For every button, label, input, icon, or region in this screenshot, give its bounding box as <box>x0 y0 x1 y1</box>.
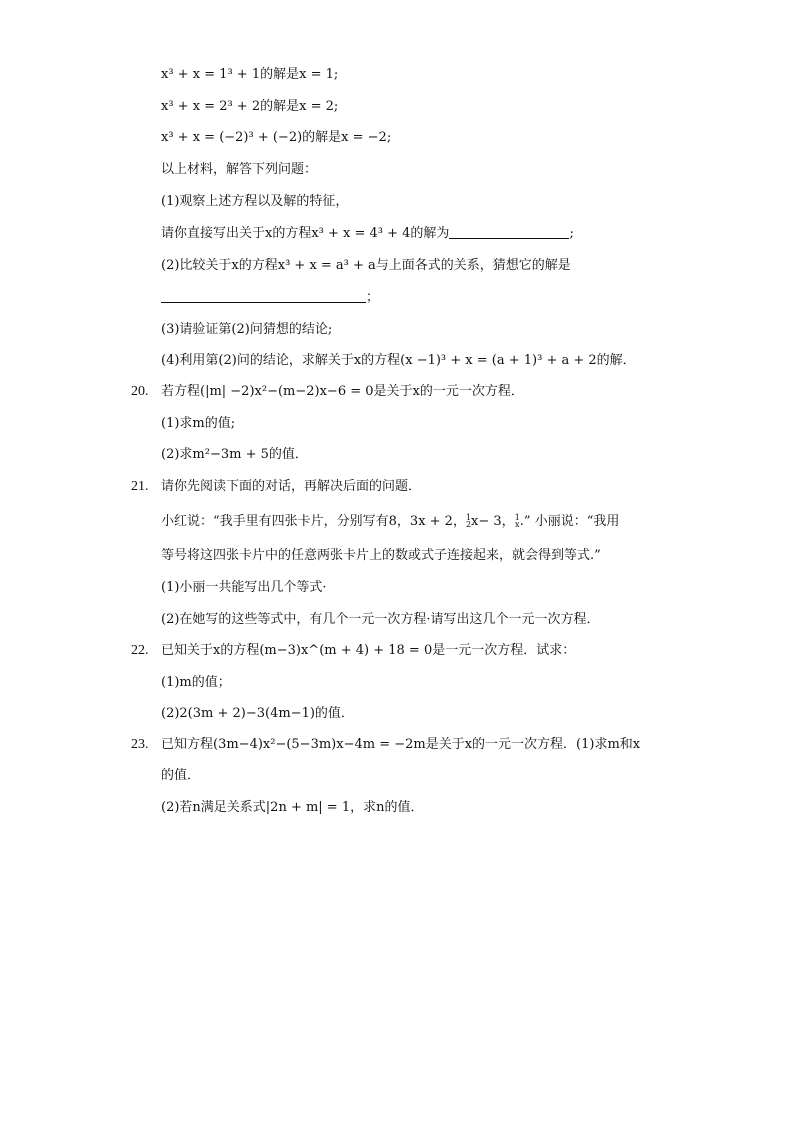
question-20-part-1: (1)求m的值; <box>161 416 236 431</box>
fraction-numerator: 1 <box>465 513 472 522</box>
material-line-6-end: ; <box>569 226 574 241</box>
question-21-part-2: (2)在她写的这些等式中，有几个一元一次方程·请写出这几个一元一次方程． <box>161 612 600 627</box>
answer-blank-1[interactable] <box>449 226 569 239</box>
material-line-7: (2)比较关于x的方程x³ + x = a³ + a与上面各式的关系，猜想它的解是 <box>161 258 571 273</box>
question-23-number: 23. <box>131 737 149 752</box>
material-line-1: x³ + x = 1³ + 1的解是x = 1; <box>161 67 339 82</box>
question-22-number: 22. <box>131 643 149 658</box>
answer-blank-2[interactable] <box>161 290 366 303</box>
question-21-dialog-2: 等号将这四张卡片中的任意两张卡片上的数或式子连接起来，就会得到等式.” <box>161 548 601 563</box>
question-20-part-2: (2)求m²−3m + 5的值． <box>161 447 308 462</box>
question-21-dialog <box>161 514 619 530</box>
question-22-part-1: (1)m的值； <box>161 675 231 690</box>
dialog-text-2: x− 3， <box>471 514 515 529</box>
question-23-stem-2: 的值． <box>161 768 201 783</box>
material-line-3: x³ + x = (−2)³ + (−2)的解是x = −2; <box>161 130 392 145</box>
question-20-number: 20. <box>131 384 149 399</box>
material-line-2: x³ + x = 2³ + 2的解是x = 2; <box>161 99 339 114</box>
material-line-6-text: 请你直接写出关于x的方程x³ + x = 4³ + 4的解为 <box>161 226 450 241</box>
question-21-stem: 请你先阅读下面的对话，再解决后面的问题． <box>161 479 422 494</box>
question-23-part-2: (2)若n满足关系式|2n + m| = 1，求n的值． <box>161 800 424 815</box>
material-line-6 <box>161 226 574 242</box>
material-line-4: 以上材料，解答下列问题： <box>161 162 318 177</box>
question-22-stem: 已知关于x的方程(m−3)x^(m + 4) + 18 = 0是一元一次方程．试求： <box>161 643 576 658</box>
fraction-denominator: 2 <box>465 520 472 529</box>
material-line-10: (4)利用第(2)问的结论，求解关于x的方程(x −1)³ + x = (a + 1)³ + a + 2的解． <box>161 353 636 368</box>
fraction-numerator: 1 <box>514 513 520 522</box>
question-21-number: 21. <box>131 479 149 494</box>
fraction-denominator: x <box>514 520 520 529</box>
dialog-text-3: .” 小丽说：“我用 <box>519 514 620 529</box>
material-line-9: (3)请验证第(2)问猜想的结论; <box>161 322 333 337</box>
material-line-5: (1)观察上述方程以及解的特征， <box>161 194 349 209</box>
question-20-stem: 若方程(|m| −2)x²−(m−2)x−6 = 0是关于x的一元一次方程． <box>161 384 524 399</box>
question-22-part-2: (2)2(3m + 2)−3(4m−1)的值． <box>161 706 354 721</box>
material-line-8-end: ； <box>366 290 380 305</box>
question-21-part-1: (1)小丽一共能写出几个等式· <box>161 580 327 595</box>
dialog-text-1: 小红说：“我手里有四张卡片，分别写有8，3x + 2， <box>161 514 466 529</box>
material-line-8 <box>161 290 379 306</box>
question-23-stem: 已知方程(3m−4)x²−(5−3m)x−4m = −2m是关于x的一元一次方程．(1)求m和x <box>161 737 641 752</box>
